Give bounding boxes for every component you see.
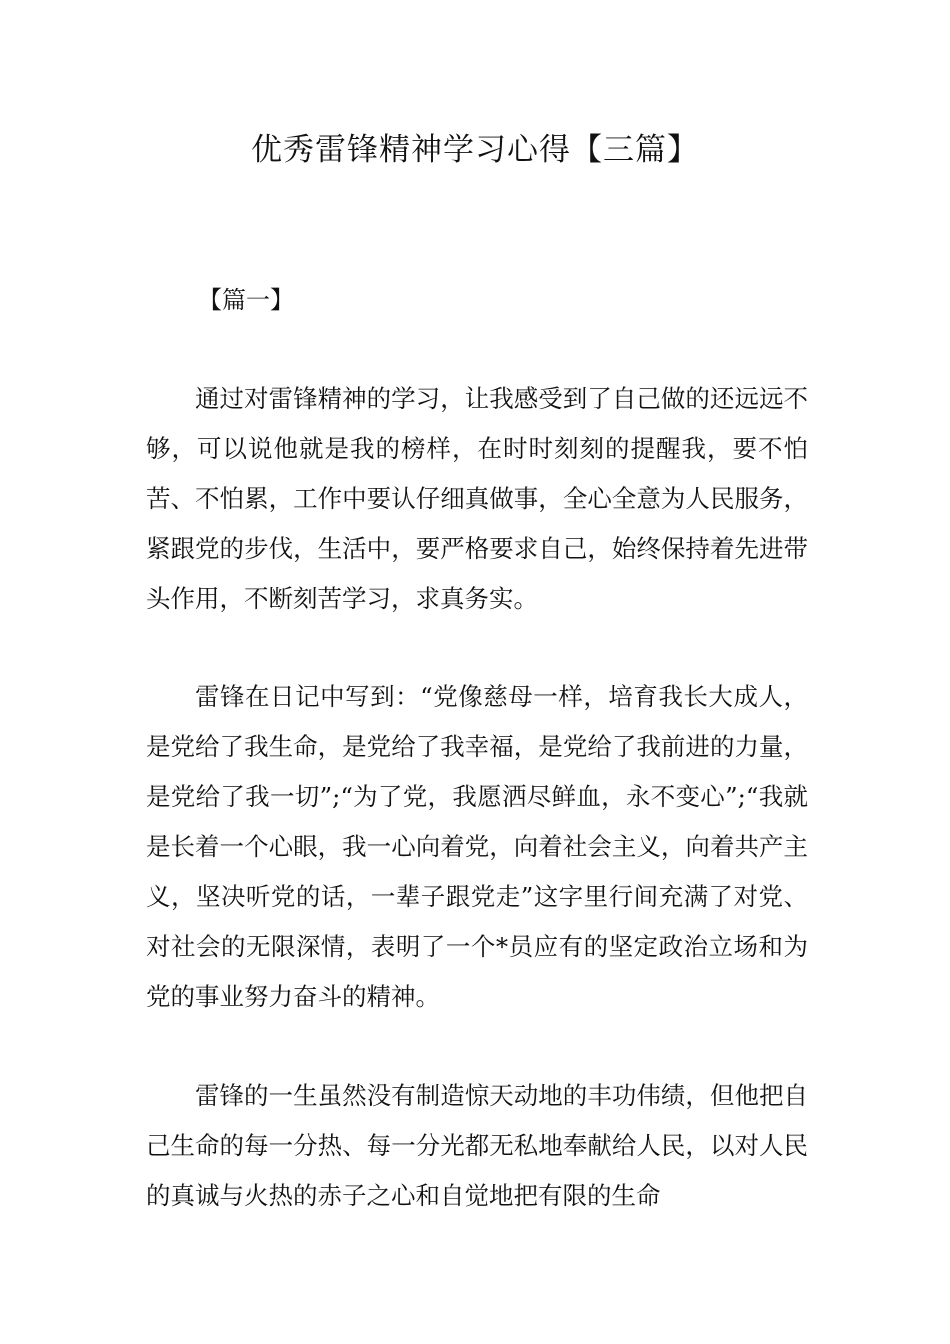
paragraph-1: 通过对雷锋精神的学习，让我感受到了自己做的还远远不够，可以说他就是我的榜样，在时时刻刻的提醒我，要不怕苦、不怕累，工作中要认仔细真做事，全心全意为人民服务，紧跟党的步伐，生活中，要严格要求自己，始终保持着先进带头作用，不断刻苦学习，求真务实。: [146, 384, 808, 613]
document-title: 优秀雷锋精神学习心得【三篇】: [251, 132, 699, 168]
section-heading: 【篇一】: [198, 286, 294, 314]
paragraph-3: 雷锋的一生虽然没有制造惊天动地的丰功伟绩，但他把自己生命的每一分热、每一分光都无私地奉献给人民，以对人民的真诚与火热的赤子之心和自觉地把有限的生命: [146, 1081, 808, 1210]
paragraph-2: 雷锋在日记中写到：“党像慈母一样，培育我长大成人，是党给了我生命，是党给了我幸福，是党给了我前进的力量，是党给了我一切”;“为了党，我愿洒尽鲜血，永不变心”;“我就是长着一个心眼，我一心向着党，向着社会主义，向着共产主义，坚决听党的话，一辈子跟党走”这字里行间充满了对党、对社会的无限深情，表明了一个*员应有的坚定政治立场和为党的事业努力奋斗的精神。: [146, 682, 808, 1011]
